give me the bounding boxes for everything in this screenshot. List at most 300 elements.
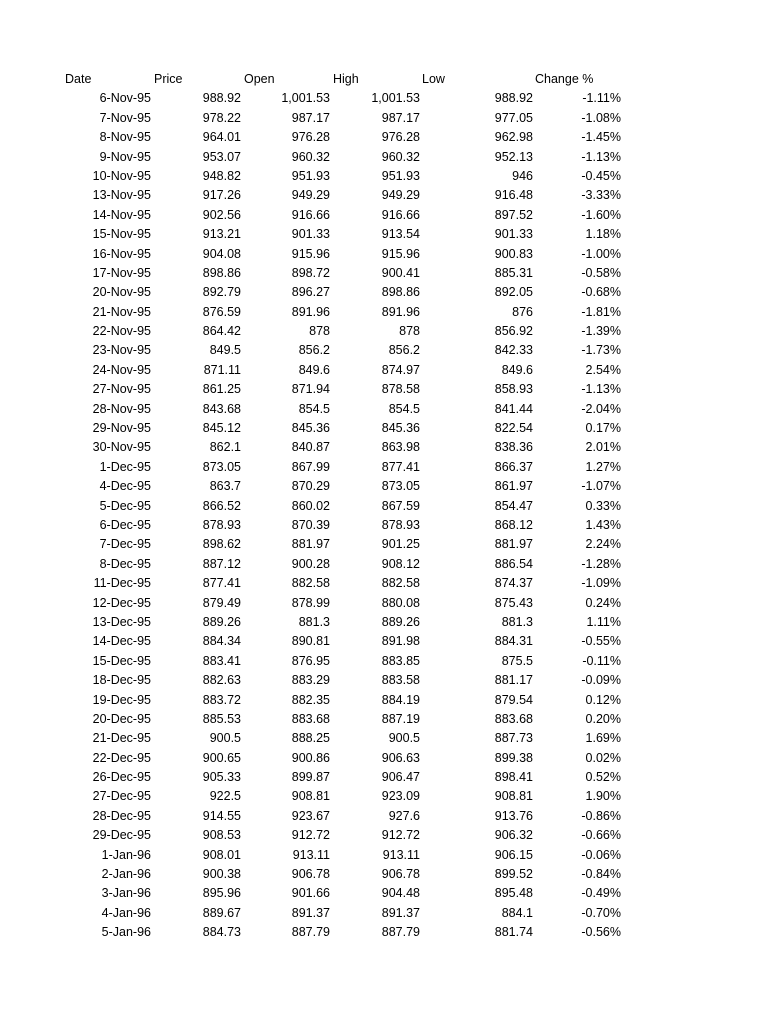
cell-price: 863.7 <box>209 479 241 494</box>
cell-price: 898.62 <box>202 537 241 552</box>
cell-date: 12-Dec-95 <box>92 595 151 610</box>
table-row <box>0 652 768 671</box>
cell-date: 14-Nov-95 <box>92 207 151 222</box>
cell-open: 899.87 <box>291 770 330 785</box>
cell-open: 900.86 <box>291 750 330 765</box>
cell-low: 895.48 <box>494 886 533 901</box>
cell-date: 28-Nov-95 <box>92 401 151 416</box>
cell-price: 898.86 <box>202 265 241 280</box>
cell-date: 22-Dec-95 <box>92 750 151 765</box>
cell-low: 822.54 <box>494 421 533 436</box>
cell-change: -1.08% <box>581 110 621 125</box>
cell-high: 845.36 <box>381 421 420 436</box>
cell-price: 871.11 <box>203 362 241 377</box>
cell-date: 23-Nov-95 <box>92 343 151 358</box>
cell-date: 27-Dec-95 <box>92 789 151 804</box>
cell-high: 951.93 <box>381 168 420 183</box>
cell-low: 906.32 <box>494 828 533 843</box>
cell-open: 898.72 <box>291 265 330 280</box>
cell-low: 842.33 <box>494 343 533 358</box>
table-row <box>0 303 768 322</box>
cell-high: 878.58 <box>381 382 420 397</box>
cell-low: 916.48 <box>494 188 533 203</box>
cell-price: 948.82 <box>202 168 241 183</box>
table-row <box>0 128 768 147</box>
cell-low: 854.47 <box>494 498 533 513</box>
cell-high: 863.98 <box>381 440 420 455</box>
price-table <box>0 70 768 943</box>
cell-low: 861.97 <box>494 479 533 494</box>
cell-low: 908.81 <box>494 789 533 804</box>
cell-change: -1.11% <box>582 91 621 106</box>
cell-low: 881.97 <box>494 537 533 552</box>
cell-date: 8-Dec-95 <box>99 556 151 571</box>
cell-low: 874.37 <box>494 576 533 591</box>
cell-change: -3.33% <box>581 188 621 203</box>
header-price: Price <box>154 72 183 86</box>
cell-high: 900.5 <box>388 731 420 746</box>
cell-price: 904.08 <box>202 246 241 261</box>
cell-low: 856.92 <box>494 324 533 339</box>
cell-open: 891.37 <box>291 905 330 920</box>
cell-change: -1.13% <box>581 382 621 397</box>
cell-open: 856.2 <box>298 343 330 358</box>
table-row <box>0 497 768 516</box>
cell-change: -0.66% <box>581 828 621 843</box>
cell-open: 888.25 <box>291 731 330 746</box>
cell-high: 927.6 <box>388 808 420 823</box>
cell-date: 4-Dec-95 <box>99 479 151 494</box>
cell-price: 862.1 <box>209 440 241 455</box>
cell-open: 987.17 <box>291 110 330 125</box>
table-row <box>0 458 768 477</box>
table-row <box>0 923 768 942</box>
table-row <box>0 109 768 128</box>
cell-price: 917.26 <box>202 188 241 203</box>
header-low: Low <box>422 72 445 86</box>
cell-date: 10-Nov-95 <box>92 168 151 183</box>
header-open: Open <box>244 72 275 86</box>
cell-high: 912.72 <box>381 828 420 843</box>
cell-change: 1.27% <box>585 459 621 474</box>
cell-low: 838.36 <box>494 440 533 455</box>
cell-price: 889.26 <box>202 614 241 629</box>
cell-date: 19-Dec-95 <box>92 692 151 707</box>
cell-price: 876.59 <box>202 304 241 319</box>
cell-high: 854.5 <box>388 401 420 416</box>
cell-open: 1,001.53 <box>281 91 330 106</box>
table-row <box>0 341 768 360</box>
table-row <box>0 283 768 302</box>
cell-date: 29-Nov-95 <box>92 421 151 436</box>
table-row <box>0 148 768 167</box>
cell-low: 887.73 <box>494 731 533 746</box>
cell-change: -0.49% <box>581 886 621 901</box>
table-row <box>0 516 768 535</box>
cell-change: -1.00% <box>581 246 621 261</box>
table-row <box>0 865 768 884</box>
cell-price: 882.63 <box>202 673 241 688</box>
cell-date: 15-Nov-95 <box>92 227 151 242</box>
cell-low: 898.41 <box>494 770 533 785</box>
cell-open: 951.93 <box>291 168 330 183</box>
cell-price: 905.33 <box>202 770 241 785</box>
cell-change: -1.39% <box>581 324 621 339</box>
cell-date: 14-Dec-95 <box>92 634 151 649</box>
cell-high: 887.19 <box>381 711 420 726</box>
cell-high: 874.97 <box>381 362 420 377</box>
cell-price: 885.53 <box>202 711 241 726</box>
cell-high: 900.41 <box>381 265 420 280</box>
cell-low: 885.31 <box>494 265 533 280</box>
cell-date: 4-Jan-96 <box>101 905 151 920</box>
cell-open: 870.39 <box>291 517 330 532</box>
cell-high: 898.86 <box>381 285 420 300</box>
cell-price: 900.5 <box>209 731 241 746</box>
cell-low: 841.44 <box>494 401 533 416</box>
cell-price: 908.53 <box>202 828 241 843</box>
cell-open: 976.28 <box>291 130 330 145</box>
cell-date: 1-Jan-96 <box>101 847 151 862</box>
cell-low: 962.98 <box>494 130 533 145</box>
table-row <box>0 264 768 283</box>
cell-date: 7-Nov-95 <box>99 110 151 125</box>
header-change: Change % <box>535 72 594 86</box>
header-row <box>0 70 768 89</box>
table-row <box>0 787 768 806</box>
cell-open: 849.6 <box>298 362 330 377</box>
cell-open: 901.66 <box>291 886 330 901</box>
table-row <box>0 884 768 903</box>
cell-change: 2.01% <box>585 440 621 455</box>
table-row <box>0 206 768 225</box>
cell-low: 892.05 <box>494 285 533 300</box>
cell-date: 5-Jan-96 <box>101 925 151 940</box>
cell-change: -1.45% <box>581 130 621 145</box>
cell-high: 891.98 <box>381 634 420 649</box>
cell-change: -1.60% <box>581 207 621 222</box>
table-row <box>0 691 768 710</box>
cell-low: 946 <box>512 168 533 183</box>
cell-price: 913.21 <box>202 227 241 242</box>
cell-date: 5-Dec-95 <box>99 498 151 513</box>
cell-high: 880.08 <box>381 595 420 610</box>
table-row <box>0 768 768 787</box>
cell-change: -1.09% <box>581 576 621 591</box>
cell-change: 1.90% <box>585 789 621 804</box>
cell-change: -1.81% <box>581 304 621 319</box>
cell-open: 882.35 <box>291 692 330 707</box>
cell-date: 18-Dec-95 <box>92 673 151 688</box>
cell-date: 21-Nov-95 <box>92 304 151 319</box>
cell-high: 887.79 <box>381 925 420 940</box>
cell-low: 913.76 <box>494 808 533 823</box>
cell-price: 883.72 <box>202 692 241 707</box>
cell-date: 21-Dec-95 <box>92 731 151 746</box>
cell-date: 6-Nov-95 <box>99 91 151 106</box>
cell-date: 26-Dec-95 <box>92 770 151 785</box>
table-row <box>0 322 768 341</box>
cell-date: 11-Dec-95 <box>93 576 151 591</box>
cell-date: 7-Dec-95 <box>99 537 151 552</box>
cell-date: 1-Dec-95 <box>99 459 151 474</box>
cell-open: 908.81 <box>291 789 330 804</box>
table-row <box>0 438 768 457</box>
cell-high: 884.19 <box>381 692 420 707</box>
cell-change: 1.69% <box>585 731 621 746</box>
cell-low: 897.52 <box>494 207 533 222</box>
cell-high: 913.54 <box>381 227 420 242</box>
table-row <box>0 361 768 380</box>
cell-date: 3-Jan-96 <box>101 886 151 901</box>
cell-change: 1.11% <box>586 614 621 629</box>
cell-price: 887.12 <box>202 556 241 571</box>
table-row <box>0 400 768 419</box>
cell-open: 845.36 <box>291 421 330 436</box>
cell-change: 0.24% <box>585 595 621 610</box>
cell-high: 987.17 <box>381 110 420 125</box>
cell-change: 1.18% <box>585 227 621 242</box>
cell-high: 906.63 <box>381 750 420 765</box>
table-row <box>0 186 768 205</box>
table-row <box>0 245 768 264</box>
cell-change: -2.04% <box>581 401 621 416</box>
cell-price: 861.25 <box>202 382 241 397</box>
cell-open: 890.81 <box>291 634 330 649</box>
cell-high: 908.12 <box>381 556 420 571</box>
table-body <box>0 89 768 942</box>
cell-low: 899.52 <box>494 867 533 882</box>
table-row <box>0 574 768 593</box>
cell-change: -0.86% <box>581 808 621 823</box>
cell-price: 864.42 <box>202 324 241 339</box>
cell-price: 845.12 <box>202 421 241 436</box>
cell-change: 1.43% <box>585 517 621 532</box>
cell-price: 884.73 <box>202 925 241 940</box>
cell-price: 914.55 <box>202 808 241 823</box>
cell-low: 906.15 <box>494 847 533 862</box>
cell-price: 953.07 <box>202 149 241 164</box>
cell-low: 868.12 <box>494 517 533 532</box>
cell-high: 976.28 <box>381 130 420 145</box>
cell-low: 900.83 <box>494 246 533 261</box>
cell-high: 873.05 <box>381 479 420 494</box>
table-row <box>0 535 768 554</box>
cell-low: 875.5 <box>501 653 533 668</box>
cell-low: 901.33 <box>494 227 533 242</box>
cell-high: 877.41 <box>381 459 420 474</box>
table-row <box>0 167 768 186</box>
table-row <box>0 380 768 399</box>
cell-high: 883.58 <box>381 673 420 688</box>
cell-date: 9-Nov-95 <box>99 149 151 164</box>
cell-low: 977.05 <box>494 110 533 125</box>
cell-low: 879.54 <box>494 692 533 707</box>
cell-date: 8-Nov-95 <box>99 130 151 145</box>
cell-high: 915.96 <box>381 246 420 261</box>
table-row <box>0 826 768 845</box>
cell-low: 881.3 <box>501 614 533 629</box>
cell-date: 13-Dec-95 <box>92 614 151 629</box>
cell-price: 883.41 <box>202 653 241 668</box>
cell-price: 889.67 <box>202 905 241 920</box>
cell-date: 30-Nov-95 <box>92 440 151 455</box>
cell-high: 867.59 <box>381 498 420 513</box>
cell-open: 916.66 <box>291 207 330 222</box>
cell-open: 883.29 <box>291 673 330 688</box>
cell-change: 0.02% <box>585 750 621 765</box>
cell-change: -1.28% <box>581 556 621 571</box>
cell-open: 900.28 <box>291 556 330 571</box>
cell-high: 960.32 <box>381 149 420 164</box>
cell-low: 952.13 <box>494 149 533 164</box>
cell-date: 20-Nov-95 <box>92 285 151 300</box>
cell-open: 960.32 <box>291 149 330 164</box>
cell-high: 889.26 <box>381 614 420 629</box>
cell-open: 854.5 <box>298 401 330 416</box>
table-row <box>0 710 768 729</box>
header-high: High <box>333 72 359 86</box>
table-row <box>0 671 768 690</box>
cell-price: 884.34 <box>202 634 241 649</box>
cell-high: 1,001.53 <box>371 91 420 106</box>
cell-change: 0.20% <box>585 711 621 726</box>
cell-price: 922.5 <box>209 789 241 804</box>
cell-price: 843.68 <box>202 401 241 416</box>
cell-price: 895.96 <box>202 886 241 901</box>
cell-high: 913.11 <box>382 847 420 862</box>
cell-low: 899.38 <box>494 750 533 765</box>
cell-change: -0.58% <box>581 265 621 280</box>
cell-open: 896.27 <box>291 285 330 300</box>
cell-low: 881.74 <box>494 925 533 940</box>
cell-change: -0.06% <box>581 847 621 862</box>
cell-change: 0.12% <box>585 692 621 707</box>
cell-change: -0.55% <box>581 634 621 649</box>
cell-date: 28-Dec-95 <box>92 808 151 823</box>
cell-high: 891.37 <box>381 905 420 920</box>
cell-low: 858.93 <box>494 382 533 397</box>
cell-high: 906.78 <box>381 867 420 882</box>
cell-open: 915.96 <box>291 246 330 261</box>
cell-open: 876.95 <box>291 653 330 668</box>
cell-high: 891.96 <box>381 304 420 319</box>
cell-change: -1.73% <box>581 343 621 358</box>
cell-open: 870.29 <box>291 479 330 494</box>
cell-price: 902.56 <box>202 207 241 222</box>
cell-price: 873.05 <box>202 459 241 474</box>
table-row <box>0 846 768 865</box>
cell-high: 856.2 <box>388 343 420 358</box>
cell-price: 908.01 <box>202 847 241 862</box>
cell-open: 867.99 <box>291 459 330 474</box>
cell-open: 906.78 <box>291 867 330 882</box>
cell-high: 878 <box>399 324 420 339</box>
cell-open: 923.67 <box>291 808 330 823</box>
cell-change: -0.56% <box>581 925 621 940</box>
cell-price: 866.52 <box>202 498 241 513</box>
table-row <box>0 749 768 768</box>
cell-date: 22-Nov-95 <box>92 324 151 339</box>
cell-date: 17-Nov-95 <box>92 265 151 280</box>
cell-date: 24-Nov-95 <box>92 362 151 377</box>
cell-low: 883.68 <box>494 711 533 726</box>
cell-high: 904.48 <box>381 886 420 901</box>
cell-open: 882.58 <box>291 576 330 591</box>
cell-price: 988.92 <box>202 91 241 106</box>
cell-open: 883.68 <box>291 711 330 726</box>
cell-high: 901.25 <box>381 537 420 552</box>
cell-change: 2.24% <box>585 537 621 552</box>
cell-open: 881.97 <box>291 537 330 552</box>
table-row <box>0 225 768 244</box>
cell-change: 2.54% <box>585 362 621 377</box>
cell-change: 0.33% <box>585 498 621 513</box>
cell-price: 964.01 <box>202 130 241 145</box>
cell-low: 881.17 <box>494 673 533 688</box>
cell-price: 879.49 <box>202 595 241 610</box>
cell-price: 878.93 <box>202 517 241 532</box>
cell-change: -1.13% <box>581 149 621 164</box>
cell-low: 884.1 <box>501 905 533 920</box>
cell-change: -0.11% <box>582 653 621 668</box>
cell-open: 912.72 <box>291 828 330 843</box>
cell-open: 860.02 <box>291 498 330 513</box>
table-row <box>0 419 768 438</box>
cell-open: 840.87 <box>291 440 330 455</box>
cell-high: 878.93 <box>381 517 420 532</box>
table-row <box>0 613 768 632</box>
cell-date: 20-Dec-95 <box>92 711 151 726</box>
cell-high: 906.47 <box>381 770 420 785</box>
header-date: Date <box>65 72 92 86</box>
table-row <box>0 904 768 923</box>
table-row <box>0 89 768 108</box>
cell-change: 0.17% <box>585 421 621 436</box>
cell-change: -0.09% <box>581 673 621 688</box>
cell-open: 871.94 <box>291 382 330 397</box>
cell-high: 923.09 <box>381 789 420 804</box>
cell-change: -0.68% <box>581 285 621 300</box>
table-row <box>0 594 768 613</box>
cell-price: 900.65 <box>202 750 241 765</box>
table-row <box>0 729 768 748</box>
cell-high: 883.85 <box>381 653 420 668</box>
cell-low: 866.37 <box>494 459 533 474</box>
cell-change: -1.07% <box>581 479 621 494</box>
cell-date: 2-Jan-96 <box>101 867 151 882</box>
cell-change: -0.45% <box>581 168 621 183</box>
cell-date: 6-Dec-95 <box>99 517 151 532</box>
cell-change: 0.52% <box>585 770 621 785</box>
cell-open: 881.3 <box>298 614 330 629</box>
cell-price: 877.41 <box>202 576 241 591</box>
cell-date: 15-Dec-95 <box>92 653 151 668</box>
cell-price: 849.5 <box>209 343 241 358</box>
table-row <box>0 807 768 826</box>
cell-low: 886.54 <box>494 556 533 571</box>
cell-low: 988.92 <box>494 91 533 106</box>
cell-date: 16-Nov-95 <box>92 246 151 261</box>
cell-low: 849.6 <box>501 362 533 377</box>
cell-high: 916.66 <box>381 207 420 222</box>
cell-price: 900.38 <box>202 867 241 882</box>
cell-open: 878.99 <box>291 595 330 610</box>
cell-date: 29-Dec-95 <box>92 828 151 843</box>
cell-open: 887.79 <box>291 925 330 940</box>
cell-price: 892.79 <box>202 285 241 300</box>
table-row <box>0 477 768 496</box>
